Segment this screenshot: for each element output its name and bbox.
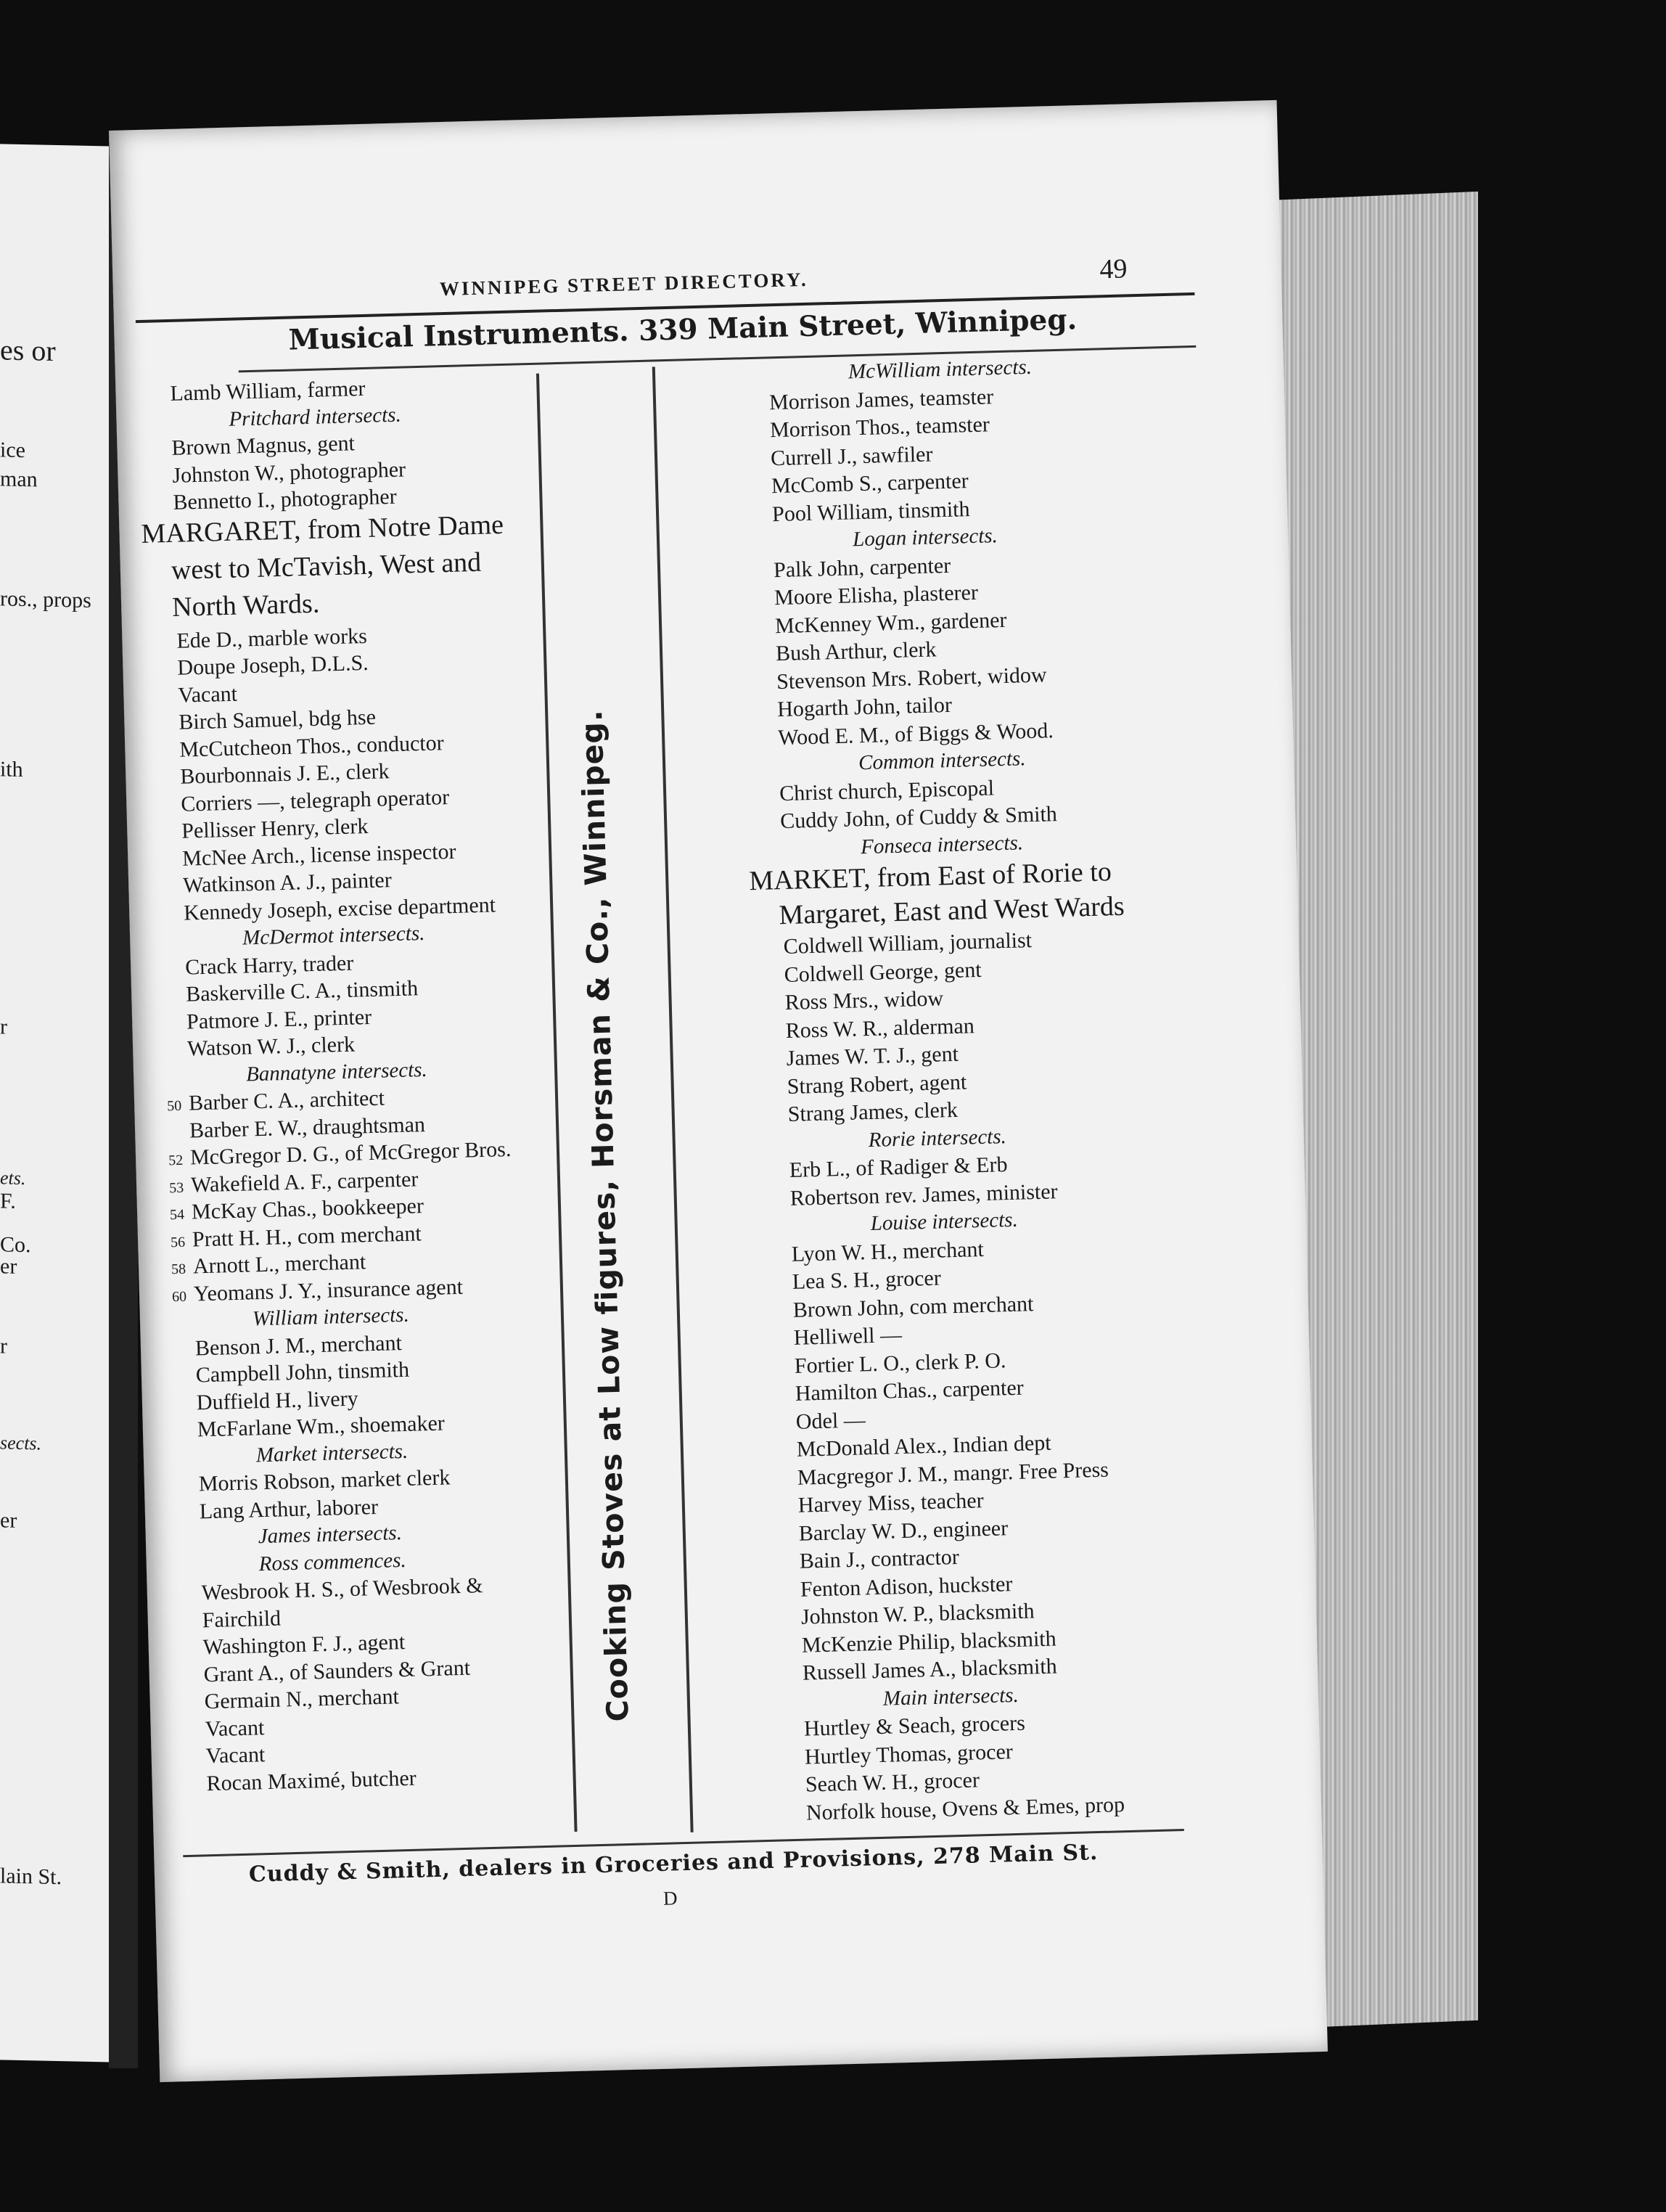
directory-entry [176, 625, 367, 652]
directory-entry [799, 1517, 1009, 1545]
directory-entry [168, 1136, 512, 1170]
street-heading [171, 588, 320, 623]
entry-text: Seach W. H., grocer [805, 1768, 980, 1797]
street-heading [779, 890, 1125, 931]
entry-text: Russell James A., blacksmith [802, 1654, 1058, 1685]
directory-entry [171, 1251, 366, 1278]
directory-entry [780, 803, 1057, 832]
directory-entry [769, 386, 994, 414]
entry-text: McFarlane Wm., shoemaker [197, 1411, 446, 1442]
entry-text: Lamb William, farmer [170, 376, 366, 406]
entry-text: Pool William, tinsmith [771, 496, 970, 526]
entry-text: Corriers —, telegraph operator [180, 785, 450, 816]
entry-text: Coldwell George, gent [784, 957, 982, 987]
entry-text: Watson W. J., clerk [186, 1032, 356, 1061]
entry-text: Pellisser Henry, clerk [181, 814, 369, 843]
entry-text: Norfolk house, Ovens & Emes, prop [805, 1792, 1125, 1825]
directory-entry [792, 1268, 941, 1293]
entry-text: Erb L., of Radiger & Erb [789, 1152, 1008, 1182]
directory-entry [806, 1794, 1125, 1824]
street-heading [171, 546, 482, 586]
entry-text: McKenney Wm., gardener [774, 607, 1007, 638]
directory-entry [776, 664, 1047, 693]
entry-text: Pritchard intersects. [229, 403, 402, 431]
facing-page-fragment: man [0, 467, 38, 492]
facing-page-fragment: er [0, 1508, 17, 1533]
running-head: WINNIPEG STREET DIRECTORY. [439, 268, 809, 300]
directory-entry [198, 1467, 450, 1495]
directory-entry [181, 816, 369, 843]
entry-text: Harvey Miss, teacher [797, 1488, 984, 1517]
directory-entry [187, 1034, 356, 1060]
entry-text: Lang Arthur, laborer [199, 1494, 379, 1523]
entry-text: Brown Magnus, gent [171, 431, 356, 460]
entry-text: Doupe Joseph, D.L.S. [176, 650, 369, 680]
directory-entry [795, 1377, 1025, 1405]
facing-page-edge [0, 144, 113, 2062]
directory-entry [796, 1409, 866, 1433]
facing-page-fragment: es or [0, 333, 56, 367]
entry-text: Hurtley Thomas, grocer [804, 1739, 1014, 1769]
directory-entry [196, 1359, 410, 1387]
directory-entry [798, 1490, 984, 1517]
directory-entry [201, 1575, 483, 1604]
facing-page-fragment: ice [0, 438, 25, 463]
entry-text: Morrison Thos., teamster [769, 412, 990, 443]
entry-text: Barber C. A., architect [188, 1086, 385, 1115]
entry-text: Brown John, com merchant [792, 1291, 1034, 1322]
directory-entry [206, 1767, 416, 1795]
directory-entry [802, 1628, 1056, 1656]
entry-text: Grant A., of Saunders & Grant [203, 1655, 471, 1687]
intersection-heading [883, 1684, 1019, 1709]
directory-entry [791, 1238, 984, 1265]
facing-page-fragment: Co. [0, 1232, 31, 1258]
entry-text: Vacant [177, 681, 238, 708]
facing-page-fragment: lain St. [0, 1864, 62, 1890]
entry-text: MARGARET, from Notre Dame [141, 509, 504, 549]
entry-text: Hamilton Chas., carpenter [795, 1375, 1025, 1406]
directory-entry [197, 1413, 446, 1441]
intersection-heading [258, 1549, 406, 1574]
entry-text: Pratt H. H., com merchant [192, 1221, 422, 1252]
entry-text: James W. T. J., gent [786, 1041, 959, 1070]
entry-text: McGregor D. G., of McGregor Bros. [189, 1136, 512, 1170]
directory-entry [774, 554, 951, 581]
vertical-advertisement: Cooking Stoves at Low figures, Horsman & Co., Winnipeg. [574, 709, 636, 1723]
intersection-heading [848, 357, 1033, 383]
entry-text: Moore Elisha, plasterer [774, 580, 979, 610]
directory-entry [793, 1324, 902, 1349]
intersection-heading [258, 1523, 402, 1547]
entry-text: Bannatyne intersects. [245, 1057, 428, 1086]
directory-entry [775, 609, 1007, 636]
directory-entry [170, 378, 366, 405]
house-number: 54 [169, 1206, 185, 1224]
directory-entry [800, 1573, 1013, 1601]
directory-entry [776, 692, 953, 722]
directory-entry [169, 1168, 419, 1197]
entry-text: Lea S. H., grocer [792, 1266, 942, 1294]
entry-text: Baskerville C. A., tinsmith [185, 976, 419, 1007]
entry-text: Campbell John, tinsmith [195, 1357, 410, 1388]
entry-text: west to McTavish, West and [171, 546, 482, 586]
entry-text: Watkinson A. J., painter [182, 868, 393, 898]
directory-entry [195, 1332, 403, 1359]
directory-entry [770, 414, 990, 441]
entry-text: Germain N., merchant [204, 1684, 400, 1714]
entry-text: Morrison James, teamster [768, 384, 994, 414]
entry-text: James intersects. [258, 1521, 403, 1549]
directory-entry [199, 1496, 378, 1522]
directory-entry [805, 1769, 980, 1795]
entry-text: Louise intersects. [870, 1208, 1019, 1236]
intersection-heading [255, 1441, 408, 1465]
street-heading [141, 510, 504, 547]
directory-entry [183, 869, 392, 897]
directory-entry [167, 1088, 385, 1115]
entry-text: Market intersects. [255, 1439, 409, 1467]
directory-entry [800, 1547, 960, 1573]
directory-entry [205, 1717, 264, 1740]
entry-text: Rorie intersects. [868, 1124, 1007, 1152]
entry-text: Washington F. J., agent [202, 1630, 406, 1660]
intersection-heading [253, 1305, 410, 1330]
entry-text: Morris Robson, market clerk [198, 1465, 451, 1496]
entry-text: Kennedy Joseph, excise department [183, 892, 496, 925]
directory-entry [189, 1114, 426, 1142]
directory-entry [180, 761, 390, 788]
intersection-heading [868, 1126, 1006, 1151]
entry-text: Yeomans J. Y., insurance agent [193, 1274, 464, 1306]
facing-page-fragment: r [0, 1334, 7, 1359]
directory-entry [804, 1713, 1026, 1740]
entry-text: Fenton Adison, huckster [800, 1571, 1013, 1602]
entry-text: McKay Chas., bookkeeper [191, 1194, 424, 1224]
directory-entry [179, 732, 444, 761]
directory-entry [173, 486, 397, 514]
entry-text: Rocan Maximé, butcher [206, 1766, 417, 1795]
entry-text: Main intersects. [882, 1683, 1019, 1711]
entry-text: Duffield H., livery [196, 1386, 359, 1414]
directory-entry [203, 1657, 470, 1686]
entry-text: Arnott L., merchant [192, 1250, 366, 1279]
street-heading [749, 858, 1112, 895]
directory-entry [803, 1656, 1057, 1684]
entry-text: North Wards. [171, 588, 320, 623]
entry-text: Stevenson Mrs. Robert, widow [776, 662, 1047, 694]
directory-entry [202, 1607, 281, 1631]
entry-text: Crack Harry, trader [184, 951, 354, 980]
entry-text: Johnston W. P., blacksmith [800, 1599, 1035, 1629]
entry-text: Fortier L. O., clerk P. O. [794, 1348, 1006, 1378]
directory-entry [170, 1195, 424, 1224]
entry-text: McNee Arch., license inspector [181, 839, 456, 871]
directory-entry [774, 582, 978, 609]
directory-entry [178, 683, 237, 706]
directory-entry [797, 1459, 1109, 1488]
entry-text: Bain J., contractor [799, 1545, 960, 1573]
directory-entry [778, 720, 1054, 749]
entry-text: McCutcheon Thos., conductor [178, 730, 445, 762]
entry-text: Hurtley & Seach, grocers [803, 1711, 1026, 1741]
directory-entry [186, 978, 419, 1005]
entry-text: Barclay W. D., engineer [798, 1515, 1009, 1546]
directory-entry [784, 988, 943, 1014]
intersection-heading [870, 1210, 1018, 1234]
entry-text: Ede D., marble works [176, 623, 368, 653]
intersection-heading [858, 748, 1026, 774]
entry-text: Strang Robert, agent [787, 1070, 967, 1099]
directory-entry [787, 1099, 958, 1126]
entry-text: Birch Samuel, bdg hse [178, 705, 377, 734]
directory-entry [789, 1154, 1007, 1181]
directory-page [109, 100, 1328, 2082]
facing-page-fragment: ets. [0, 1167, 26, 1189]
directory-entry [779, 777, 994, 805]
entry-text: MARKET, from East of Rorie to [748, 856, 1112, 897]
intersection-heading [242, 923, 425, 949]
intersection-heading [861, 832, 1024, 858]
entry-text: Patmore J. E., printer [186, 1004, 372, 1034]
entry-text: Margaret, East and West Wards [779, 890, 1125, 931]
directory-entry [771, 496, 970, 526]
house-number: 53 [168, 1179, 184, 1196]
directory-entry [805, 1741, 1014, 1768]
entry-text: Barber E. W., draughtsman [189, 1112, 426, 1143]
entry-text: McKenzie Philip, blacksmith [801, 1626, 1057, 1658]
directory-entry [205, 1744, 265, 1767]
directory-entry [184, 894, 496, 924]
entry-text: Common intersects. [858, 747, 1026, 775]
facing-page-fragment: F. [0, 1189, 16, 1213]
directory-entry [776, 639, 937, 665]
entry-text: Fonseca intersects. [860, 830, 1024, 859]
directory-entry [181, 787, 450, 816]
intersection-heading [853, 525, 998, 550]
entry-text: Christ church, Episcopal [779, 775, 995, 806]
entry-text: Wood E. M., of Biggs & Wood. [777, 718, 1054, 750]
entry-text: Vacant [205, 1742, 266, 1769]
directory-entry [789, 1181, 1057, 1210]
entry-text: Lyon W. H., merchant [791, 1237, 985, 1266]
entry-text: Benson J. M., merchant [194, 1330, 403, 1360]
directory-entry [792, 1293, 1033, 1322]
entry-text: Palk John, carpenter [773, 553, 951, 582]
sidebar-right-rule [652, 366, 694, 1832]
directory-entry [197, 1388, 358, 1414]
directory-entry [784, 959, 982, 986]
house-number: 58 [171, 1261, 186, 1278]
entry-text: Wakefield A. F., carpenter [190, 1166, 419, 1197]
directory-entry [771, 443, 933, 470]
directory-entry [786, 1041, 959, 1070]
entry-text: Helliwell — [793, 1322, 903, 1350]
entry-text: Bush Arthur, clerk [775, 637, 937, 666]
directory-entry [182, 840, 456, 869]
intersection-heading [246, 1059, 427, 1085]
facing-page-fragment: sects. [0, 1432, 42, 1454]
entry-text: McDonald Alex., Indian dept [796, 1430, 1051, 1462]
facing-page-fragment: r [0, 1015, 7, 1039]
entry-text: Vacant [205, 1715, 265, 1741]
facing-page-fragment: er [0, 1254, 17, 1279]
directory-entry [204, 1686, 399, 1713]
entry-text: Coldwell William, journalist [783, 928, 1033, 959]
house-number: 50 [166, 1097, 182, 1115]
entry-text: McComb S., carpenter [771, 469, 969, 499]
directory-entry [771, 470, 969, 497]
directory-entry [783, 930, 1032, 958]
entry-text: William intersects. [252, 1303, 410, 1331]
facing-page-fragment: ith [0, 757, 23, 782]
house-number: 52 [168, 1152, 184, 1169]
directory-entry [186, 1006, 372, 1033]
directory-entry [178, 707, 376, 734]
top-advertisement: Musical Instruments. 339 Main Street, Winnipeg. [288, 303, 1078, 357]
entry-text: McWilliam intersects. [848, 355, 1033, 384]
facing-page-fragment: ros., props [0, 586, 91, 613]
directory-entry [172, 1276, 464, 1305]
bottom-advertisement: Cuddy & Smith, dealers in Groceries and Provisions, 278 Main St. [248, 1840, 1099, 1888]
entry-text: Currell J., sawfiler [770, 441, 933, 470]
entry-text: Bennetto I., photographer [173, 484, 398, 515]
entry-text: Wesbrook H. S., of Wesbrook & [201, 1573, 484, 1605]
directory-entry [171, 1223, 422, 1251]
entry-text: Cuddy John, of Cuddy & Smith [779, 802, 1058, 834]
directory-entry [801, 1600, 1035, 1628]
entry-text: Strang James, clerk [787, 1097, 959, 1126]
entry-text: Macgregor J. M., mangr. Free Press [797, 1457, 1109, 1490]
directory-entry [794, 1350, 1006, 1377]
directory-entry [787, 1071, 967, 1097]
entry-text: Ross Mrs., widow [784, 986, 944, 1015]
directory-entry [185, 952, 354, 978]
signature-mark: D [662, 1887, 678, 1909]
page-number: 49 [1099, 253, 1128, 285]
directory-entry [785, 1015, 974, 1042]
house-number: 60 [171, 1288, 187, 1305]
entry-text: Fairchild [202, 1606, 282, 1632]
entry-text: McDermot intersects. [242, 921, 425, 950]
directory-entry [171, 433, 355, 459]
intersection-heading [229, 404, 401, 430]
entry-text: Hogarth John, tailor [776, 692, 953, 722]
entry-text: Odel — [795, 1407, 866, 1434]
directory-entry [172, 456, 406, 488]
entry-text: Robertson rev. James, minister [789, 1179, 1058, 1211]
entry-text: Bourbonnais J. E., clerk [179, 759, 390, 789]
entry-text: Ross W. R., alderman [785, 1013, 975, 1043]
entry-text: Johnston W., photographer [172, 456, 406, 488]
directory-entry [177, 652, 369, 679]
house-number: 56 [170, 1234, 186, 1250]
entry-text: Ross commences. [258, 1548, 407, 1576]
entry-text: Logan intersects. [852, 524, 998, 552]
directory-entry [796, 1430, 1051, 1462]
directory-entry [202, 1631, 405, 1658]
